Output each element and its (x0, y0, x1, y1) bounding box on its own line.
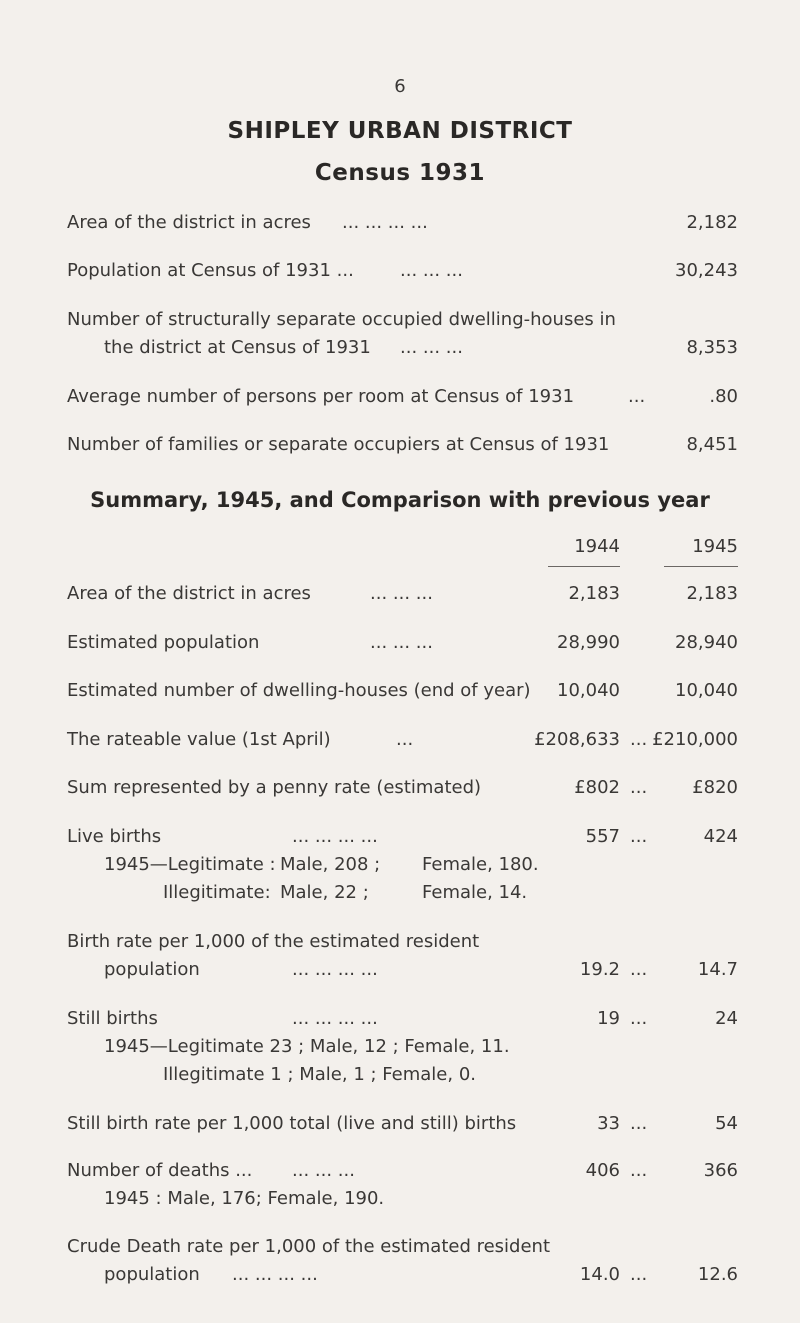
summary-deaths-1944: 406 (585, 1160, 620, 1181)
summary-population-label: Estimated population (67, 632, 260, 653)
still-births-illegitimate-detail: Illegitimate 1 ; Male, 1 ; Female, 0. (163, 1064, 476, 1085)
summary-deaths-label: Number of deaths ... (67, 1160, 253, 1181)
summary-live-births-1945: 424 (703, 826, 738, 847)
census-population-dots: ... ... ... (400, 260, 463, 281)
census-population-value: 30,243 (675, 260, 738, 281)
census-persons-value: .80 (709, 386, 738, 407)
summary-death-rate-mid-dots: ... (630, 1264, 648, 1285)
summary-birth-rate-mid-dots: ... (630, 959, 648, 980)
summary-deaths-1945: 366 (703, 1160, 738, 1181)
summary-deaths-mid-dots: ... (630, 1160, 648, 1181)
summary-penny-rate-label: Sum represented by a penny rate (estimated) (67, 777, 482, 798)
column-rule-1944 (548, 566, 620, 567)
summary-penny-rate-mid-dots: ... (630, 777, 648, 798)
live-births-legitimate-female: Female, 180. (422, 854, 539, 875)
live-births-illegitimate-female: Female, 14. (422, 882, 528, 903)
summary-birth-rate-1944: 19.2 (579, 959, 620, 980)
summary-death-rate-dots: ... ... ... ... (232, 1264, 318, 1285)
summary-birth-rate-dots: ... ... ... ... (292, 959, 378, 980)
summary-live-births-1944: 557 (585, 826, 620, 847)
summary-still-births-mid-dots: ... (630, 1008, 648, 1029)
summary-birth-rate-1945: 14.7 (697, 959, 738, 980)
summary-rateable-dots: ... (396, 729, 414, 750)
column-rule-1945 (664, 566, 738, 567)
live-births-legitimate-label: 1945—Legitimate : (104, 854, 276, 875)
census-population-label: Population at Census of 1931 ... (67, 260, 354, 281)
summary-penny-rate-1944: £802 (574, 777, 620, 798)
census-area-dots: ... ... ... ... (342, 212, 428, 233)
still-births-legitimate-detail: 1945—Legitimate 23 ; Male, 12 ; Female, 11. (104, 1036, 510, 1057)
summary-dwellings-label: Estimated number of dwelling-houses (end of year) (67, 680, 531, 701)
summary-population-dots: ... ... ... (370, 632, 433, 653)
summary-death-rate-1944: 14.0 (579, 1264, 620, 1285)
census-persons-label: Average number of persons per room at Census of 1931 (67, 386, 575, 407)
summary-live-births-dots: ... ... ... ... (292, 826, 378, 847)
census-area-value: 2,182 (686, 212, 738, 233)
census-families-value: 8,451 (686, 434, 738, 455)
summary-deaths-dots: ... ... ... (292, 1160, 355, 1181)
census-dwellings-label-2: the district at Census of 1931 (104, 337, 371, 358)
summary-heading: Summary, 1945, and Comparison with previous year (90, 488, 710, 512)
summary-still-birth-rate-1944: 33 (597, 1113, 620, 1134)
census-dwellings-value: 8,353 (686, 337, 738, 358)
summary-population-1945: 28,940 (675, 632, 738, 653)
summary-rateable-label: The rateable value (1st April) (67, 729, 331, 750)
page-number: 6 (394, 76, 406, 97)
census-persons-dots: ... (628, 386, 646, 407)
summary-death-rate-label-2: population (104, 1264, 200, 1285)
summary-rateable-1945: £210,000 (652, 729, 738, 750)
column-header-1945: 1945 (692, 536, 738, 557)
summary-death-rate-label: Crude Death rate per 1,000 of the estimated resident (67, 1236, 551, 1257)
summary-dwellings-1945: 10,040 (675, 680, 738, 701)
live-births-illegitimate-label: Illegitimate: (163, 882, 271, 903)
summary-population-1944: 28,990 (557, 632, 620, 653)
live-births-legitimate-male: Male, 208 ; (280, 854, 381, 875)
summary-birth-rate-label-2: population (104, 959, 200, 980)
summary-live-births-label: Live births (67, 826, 162, 847)
summary-area-1944: 2,183 (568, 583, 620, 604)
summary-live-births-mid-dots: ... (630, 826, 648, 847)
summary-death-rate-1945: 12.6 (697, 1264, 738, 1285)
page-subtitle: Census 1931 (314, 160, 486, 186)
summary-still-births-1945: 24 (715, 1008, 738, 1029)
summary-still-births-1944: 19 (597, 1008, 620, 1029)
summary-still-birth-rate-mid-dots: ... (630, 1113, 648, 1134)
summary-rateable-mid-dots: ... (630, 729, 648, 750)
summary-still-births-label: Still births (67, 1008, 158, 1029)
census-families-label: Number of families or separate occupiers at Census of 1931 (67, 434, 610, 455)
census-area-label: Area of the district in acres (67, 212, 311, 233)
summary-rateable-1944: £208,633 (534, 729, 620, 750)
live-births-illegitimate-male: Male, 22 ; (280, 882, 369, 903)
summary-still-births-dots: ... ... ... ... (292, 1008, 378, 1029)
census-dwellings-dots: ... ... ... (400, 337, 463, 358)
page-title: SHIPLEY URBAN DISTRICT (227, 118, 573, 144)
summary-area-1945: 2,183 (686, 583, 738, 604)
deaths-detail: 1945 : Male, 176; Female, 190. (104, 1188, 385, 1209)
column-header-1944: 1944 (574, 536, 620, 557)
census-dwellings-label: Number of structurally separate occupied dwelling-houses in (67, 309, 616, 330)
summary-still-birth-rate-label: Still birth rate per 1,000 total (live and still) births (67, 1113, 517, 1134)
summary-still-birth-rate-1945: 54 (715, 1113, 738, 1134)
summary-birth-rate-label: Birth rate per 1,000 of the estimated resident (67, 931, 480, 952)
summary-area-label: Area of the district in acres (67, 583, 311, 604)
summary-dwellings-1944: 10,040 (557, 680, 620, 701)
summary-penny-rate-1945: £820 (692, 777, 738, 798)
summary-area-dots: ... ... ... (370, 583, 433, 604)
